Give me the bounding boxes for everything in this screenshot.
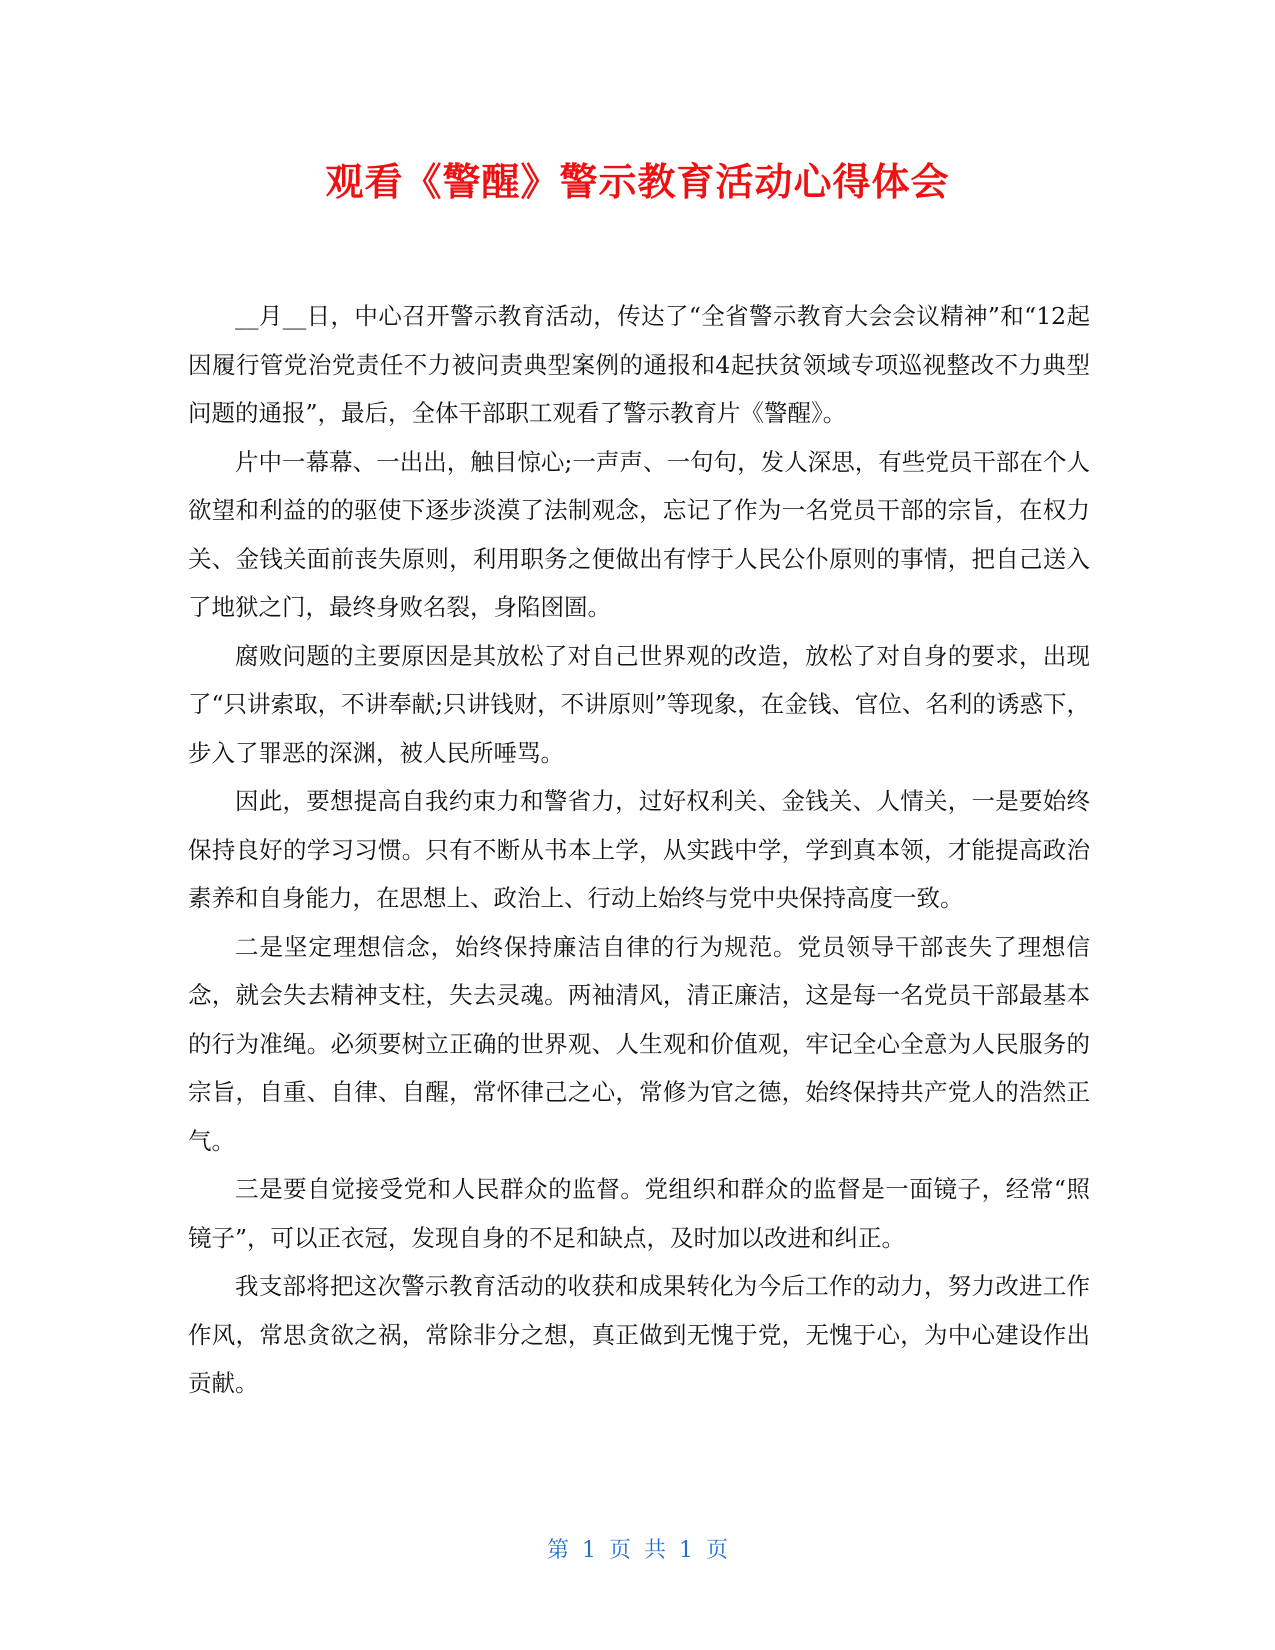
paragraph-7: 我支部将把这次警示教育活动的收获和成果转化为今后工作的动力，努力改进工作作风，常思贪欲之祸，常除非分之想，真正做到无愧于党，无愧于心，为中心建设作出贡献。 xyxy=(188,1272,1090,1397)
document-title: 观看《警醒》警示教育活动心得体会 xyxy=(325,160,950,204)
paragraph-5: 二是坚定理想信念，始终保持廉洁自律的行为规范。党员领导干部丧失了理想信念，就会失去精神支柱，失去灵魂。两袖清风，清正廉洁，这是每一名党员干部最基本的行为准绳。必须要树立正确的世界观、人生观和价值观，牢记全心全意为人民服务的宗旨，自重、自律、自醒，常怀律己之心，常修为官之德，始终保持共产党人的浩然正气。 xyxy=(188,932,1090,1155)
paragraph-1: __月__日，中心召开警示教育活动，传达了“全省警示教育大会会议精神”和“12起因履行管党治党责任不力被问责典型案例的通报和4起扶贫领域专项巡视整改不力典型问题的通报”，最后，全体干部职工观看了警示教育片《警醒》。 xyxy=(188,302,1090,427)
paragraph-6: 三是要自觉接受党和人民群众的监督。党组织和群众的监督是一面镜子，经常“照镜子”，可以正衣冠，发现自身的不足和缺点，及时加以改进和纠正。 xyxy=(188,1175,1090,1252)
paragraph-2: 片中一幕幕、一出出，触目惊心;一声声、一句句，发人深思，有些党员干部在个人欲望和利益的的驱使下逐步淡漠了法制观念，忘记了作为一名党员干部的宗旨，在权力关、金钱关面前丧失原则，利用职务之便做出有悖于人民公仆原则的事情，把自己送入了地狱之门，最终身败名裂，身陷囹圄。 xyxy=(188,447,1090,621)
paragraph-3: 腐败问题的主要原因是其放松了对自己世界观的改造，放松了对自身的要求，出现了“只讲索取，不讲奉献;只讲钱财，不讲原则”等现象，在金钱、官位、名利的诱惑下，步入了罪恶的深渊，被人民所唾骂。 xyxy=(188,641,1090,767)
page-number-footer: 第 1 页 共 1 页 xyxy=(547,1538,728,1563)
paragraph-4: 因此，要想提高自我约束力和警省力，过好权利关、金钱关、人情关，一是要始终保持良好的学习习惯。只有不断从书本上学，从实践中学，学到真本领，才能提高政治素养和自身能力，在思想上、政治上、行动上始终与党中央保持高度一致。 xyxy=(188,787,1090,912)
document-body xyxy=(188,292,1090,1408)
